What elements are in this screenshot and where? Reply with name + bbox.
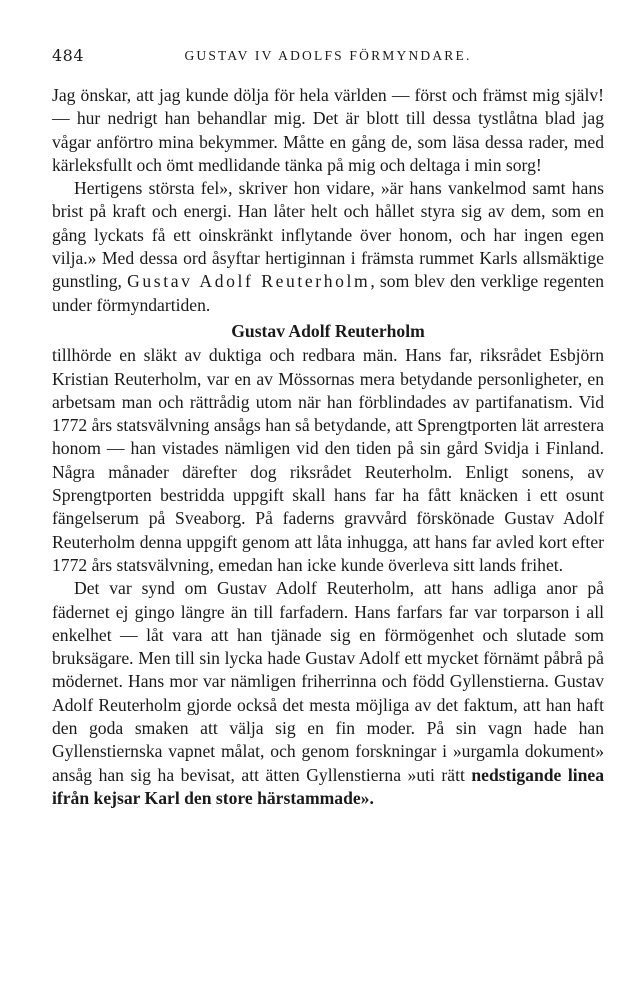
paragraph-2-text-a: Hertigens största fel», skriver hon vidare, »är hans vankelmod samt hans brist på kraft och energi. Han låter helt och hållet styra sig av dem, som en gång lyckats få ett oinskränkt inflytande över honom, och har ingen egen vilja.» Med dessa ord åsyftar hertiginnan i främsta rummet Karls allsmäktige gunstling,	[52, 178, 604, 292]
paragraph-2-name-spaced: Gustav Adolf Reuterholm	[127, 271, 371, 292]
section-heading: Gustav Adolf Reuterholm	[231, 320, 425, 341]
page-number: 484	[52, 46, 85, 65]
paragraph-4-bold-tail: nedstigande linea ifrån kejsar Karl den store härstammade».	[52, 764, 605, 808]
paragraph-2	[52, 177, 604, 317]
paragraph-2-text-b: , som blev den verklige regenten under förmyndartiden.	[52, 271, 604, 315]
paragraph-4	[52, 577, 604, 810]
paragraph-4-text: Det var synd om Gustav Adolf Reuterholm, att hans adliga anor på fädernet ej gingo längre än till farfadern. Hans farfars far var torparson i all enkelhet — låt vara att han tjänade sig en förmögenhet och slutade som bruksägare. Men till sin lycka hade Gustav Adolf ett mycket förnämt påbrå på mödernet. Hans mor var nämligen friherrinna och född Gyllenstierna. Gustav Adolf Reuterholm gjorde också det mesta möjliga av det faktum, att han haft den goda smaken att välja sig en fin moder. På sin vagn hade han Gyllenstiernska vapnet målat, och genom forskningar i »urgamla dokument» ansåg han sig ha bevisat, att ätten Gyllenstierna »uti rätt	[52, 578, 604, 785]
running-title: GUSTAV IV ADOLFS FÖRMYNDARE.	[184, 48, 472, 63]
running-head	[52, 46, 604, 68]
body-text	[52, 84, 604, 810]
book-page	[52, 0, 604, 986]
paragraph-1: Jag önskar, att jag kunde dölja för hela världen — först och främst mig själv! — hur nedrigt han behandlar mig. Det är blott till dessa tystlåtna blad jag vågar anförtro mina bekymmer. Måtte en gång de, som läsa dessa rader, med kärleksfullt och ömt medlidande tänka på mig och deltaga i min sorg!	[52, 85, 604, 175]
paragraph-3: tillhörde en släkt av duktiga och redbara män. Hans far, riksrådet Esbjörn Kristian Reuterholm, var en av Mössornas mera betydande personligheter, en arbetsam man och rättrådig utom när han förblindades av partifanatism. Vid 1772 års statsvälvning ansågs han så betydande, att Sprengtporten lät arrestera honom — han vistades nämligen vid den tiden på sin gård Svidja i Finland. Några månader därefter dog riksrådet Reuterholm. Enligt sonens, av Sprengtporten bestridda uppgift skall hans far ha fått knäcken i ett osunt fängelserum på Sveaborg. På faderns gravvård förskönade Gustav Adolf Reuterholm denna uppgift genom att låta inhugga, att hans far avled kort efter 1772 års statsvälvning, emedan han icke kunde överleva sitt lands frihet.	[52, 345, 604, 575]
